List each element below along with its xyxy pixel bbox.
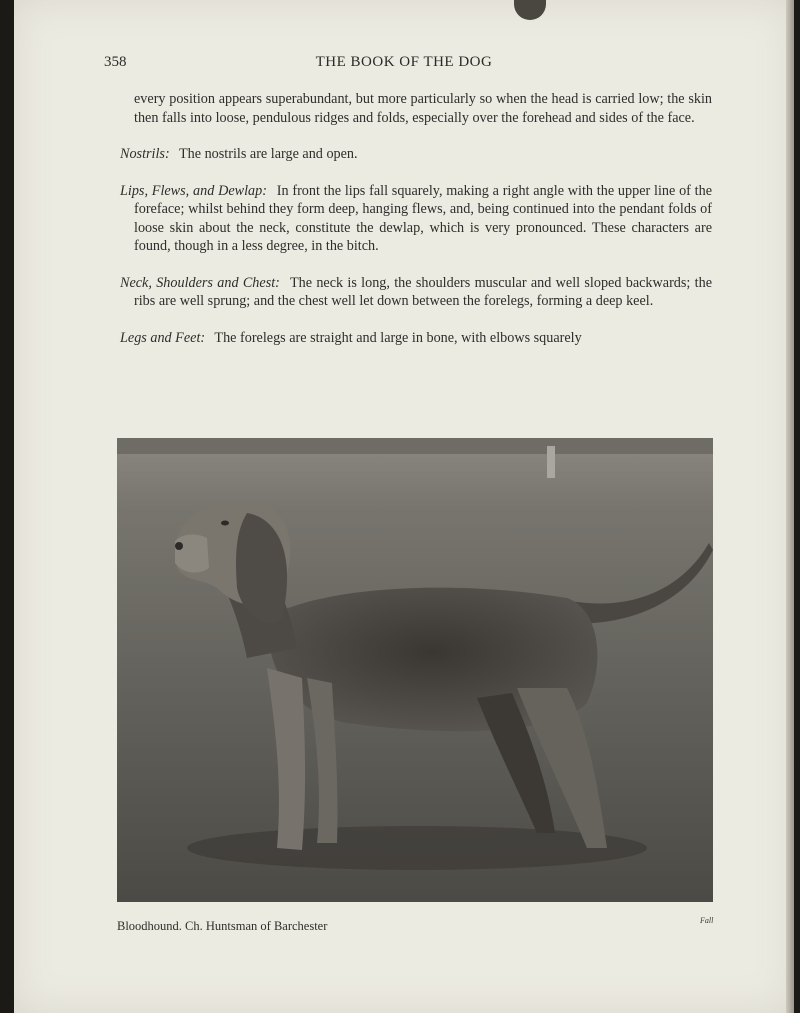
- page-edge: [786, 0, 794, 1013]
- page-number: 358: [104, 54, 127, 70]
- paragraph-term: Lips, Flews, and Dewlap:: [120, 182, 267, 199]
- paragraph-continued: [104, 90, 712, 127]
- paragraph-text: The forelegs are straight and large in bone, with elbows squarely: [214, 329, 582, 346]
- paragraph-text: The neck is long, the shoulders muscular and well sloped backwards; the ribs are well sprung; and the chest well let down between the forelegs, forming a deep keel.: [134, 274, 712, 309]
- paragraph-term: Neck, Shoulders and Chest:: [120, 274, 280, 291]
- page-header: [104, 54, 704, 74]
- bloodhound-photo: [117, 438, 713, 902]
- paragraph-lips: [104, 182, 712, 256]
- page-hole: [514, 0, 546, 20]
- running-title: THE BOOK OF THE DOG: [315, 54, 493, 70]
- photo-credit: Fall: [700, 916, 714, 925]
- paragraph-nostrils: [104, 145, 712, 164]
- paragraph-text: In front the lips fall squarely, making a right angle with the upper line of the foreface; whilst behind they form deep, hanging flews, and, being continued into the pendant folds of loose skin about the neck, constitute the dewlap, which is very pronounced. These characters are found, though in a less degree, in the bitch.: [134, 182, 713, 254]
- body-text: [104, 90, 712, 365]
- paragraph-legs: [104, 329, 712, 348]
- paragraph-text: The nostrils are large and open.: [178, 146, 358, 162]
- paragraph-term: Nostrils:: [120, 146, 170, 162]
- figure-caption: Bloodhound. Ch. Huntsman of Barchester: [117, 919, 328, 933]
- paragraph-text: every position appears superabundant, but more particularly so when the head is carried low; the skin then falls into loose, pendulous ridges and folds, especially over the forehead and sides of the face.: [134, 91, 712, 126]
- paragraph-neck: [104, 274, 712, 311]
- paragraph-term: Legs and Feet:: [120, 329, 206, 346]
